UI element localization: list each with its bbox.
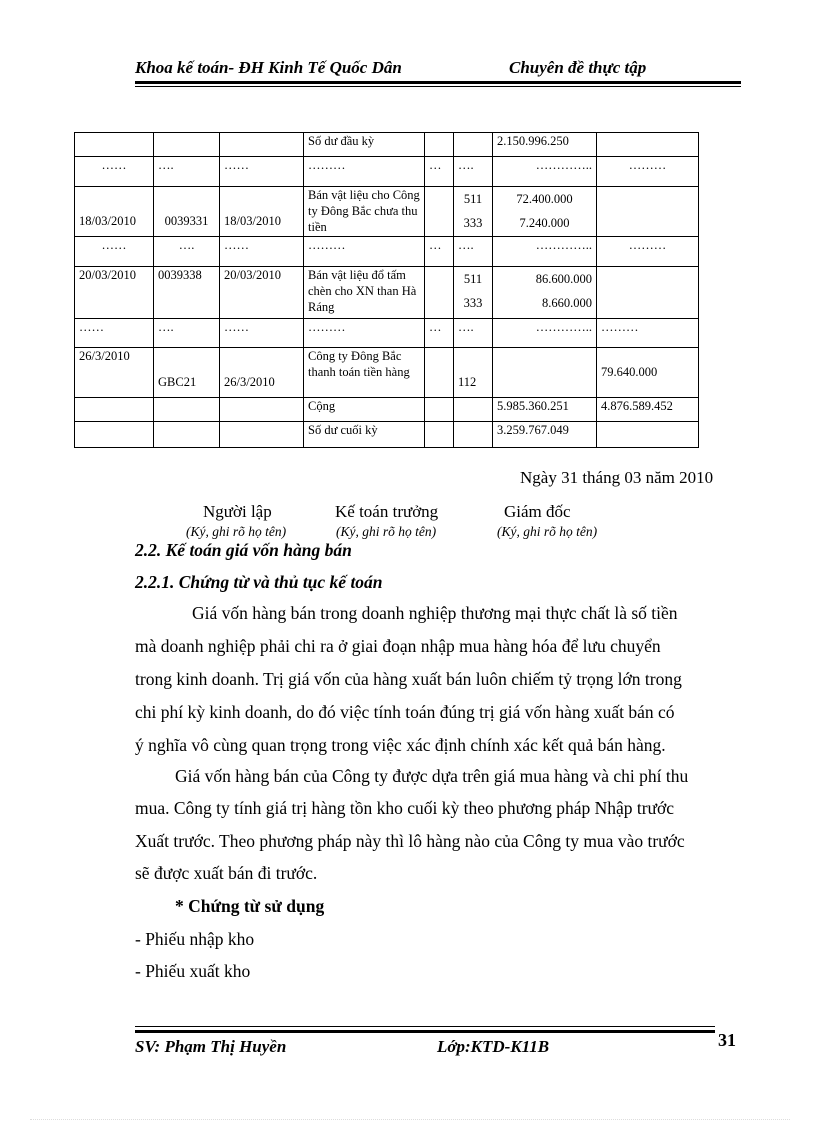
paragraph-line: mua. Công ty tính giá trị hàng tồn kho cuối kỳ theo phương pháp Nhập trước bbox=[135, 798, 675, 818]
table-cell: 511 333 bbox=[454, 267, 493, 319]
table-cell: 26/3/2010 bbox=[220, 348, 304, 398]
table-cell: 18/03/2010 bbox=[220, 187, 304, 237]
table-cell: Số dư đầu kỳ bbox=[304, 133, 425, 157]
section-heading-2-2-1: 2.2.1. Chứng từ và thủ tục kế toán bbox=[135, 572, 383, 592]
documents-heading: * Chứng từ sử dụng bbox=[175, 896, 325, 916]
table-cell: 2.150.996.250 bbox=[493, 133, 597, 157]
table-cell: 26/3/2010 bbox=[75, 348, 154, 398]
table-cell: 0039331 bbox=[154, 187, 220, 237]
paragraph-line: trong kinh doanh. Trị giá vốn của hàng xuất bán luôn chiếm tỷ trọng lớn trong bbox=[135, 669, 682, 689]
table-cell: 79.640.000 bbox=[597, 348, 699, 398]
paragraph-line: Xuất trước. Theo phương pháp này thì lô hàng nào của Công ty mua vào trước bbox=[135, 831, 685, 851]
paragraph-line: sẽ được xuất bán đi trước. bbox=[135, 863, 318, 883]
footer-rule-thick bbox=[135, 1030, 715, 1033]
table-cell: Số dư cuối kỳ bbox=[304, 422, 425, 448]
signature-note-director: (Ký, ghi rõ họ tên) bbox=[497, 524, 598, 539]
table-row bbox=[75, 187, 699, 237]
table-row bbox=[75, 237, 699, 267]
section-heading-2-2: 2.2. Kế toán giá vốn hàng bán bbox=[135, 540, 352, 560]
table-cell: … bbox=[425, 319, 454, 348]
page-number: 31 bbox=[718, 1030, 736, 1050]
table-cell: 20/03/2010 bbox=[75, 267, 154, 319]
document-item: - Phiếu xuất kho bbox=[135, 961, 251, 981]
table-row bbox=[75, 398, 699, 422]
paragraph-line: mà doanh nghiệp phải chi ra ở giai đoạn nhập mua hàng hóa để lưu chuyển bbox=[135, 636, 661, 656]
table-cell: Cộng bbox=[304, 398, 425, 422]
footer-student-name: SV: Phạm Thị Huyền bbox=[135, 1037, 287, 1056]
table-cell: …. bbox=[454, 157, 493, 187]
table-cell: 5.985.360.251 bbox=[493, 398, 597, 422]
table-cell: 112 bbox=[454, 348, 493, 398]
table-cell: ………….. bbox=[493, 237, 597, 267]
signature-note-chief-accountant: (Ký, ghi rõ họ tên) bbox=[336, 524, 437, 539]
table-cell: 72.400.000 7.240.000 bbox=[493, 187, 597, 237]
table-row bbox=[75, 157, 699, 187]
paragraph-line: Giá vốn hàng bán trong doanh nghiệp thương mại thực chất là số tiền bbox=[192, 603, 678, 623]
table-row bbox=[75, 133, 699, 157]
header-rule-thick bbox=[135, 81, 741, 84]
table-cell: ………….. bbox=[493, 319, 597, 348]
table-cell: …… bbox=[220, 237, 304, 267]
ledger-table bbox=[74, 132, 699, 448]
footer-class: Lớp:KTD-K11B bbox=[437, 1037, 550, 1056]
table-cell: …. bbox=[154, 157, 220, 187]
table-cell: …. bbox=[454, 237, 493, 267]
table-cell: ……… bbox=[304, 319, 425, 348]
table-cell: 86.600.000 8.660.000 bbox=[493, 267, 597, 319]
table-cell: ……… bbox=[304, 157, 425, 187]
table-cell: GBC21 bbox=[154, 348, 220, 398]
signature-note-preparer: (Ký, ghi rõ họ tên) bbox=[186, 524, 287, 539]
table-cell: …… bbox=[75, 319, 154, 348]
table-cell: …… bbox=[220, 157, 304, 187]
table-cell: ……… bbox=[597, 319, 699, 348]
table-row bbox=[75, 267, 699, 319]
header-doc-type: Chuyên đề thực tập bbox=[509, 58, 647, 77]
table-cell: …… bbox=[75, 237, 154, 267]
table-cell: ………….. bbox=[493, 157, 597, 187]
table-cell: ……… bbox=[597, 237, 699, 267]
table-cell: ……… bbox=[304, 237, 425, 267]
signature-title-director: Giám đốc bbox=[504, 502, 571, 521]
table-row bbox=[75, 422, 699, 448]
table-cell: 4.876.589.452 bbox=[597, 398, 699, 422]
table-cell: … bbox=[425, 157, 454, 187]
table-cell: 20/03/2010 bbox=[220, 267, 304, 319]
table-cell: 3.259.767.049 bbox=[493, 422, 597, 448]
page-bottom-dotted-rule bbox=[30, 1119, 790, 1120]
header-rule-thin bbox=[135, 86, 741, 87]
table-cell: Bán vật liệu đổ tấm chèn cho XN than Hà Ráng bbox=[304, 267, 425, 319]
table-row bbox=[75, 319, 699, 348]
header-faculty: Khoa kế toán- ĐH Kinh Tế Quốc Dân bbox=[135, 58, 402, 77]
paragraph-line: ý nghĩa vô cùng quan trọng trong việc xác định chính xác kết quả bán hàng. bbox=[135, 735, 666, 755]
table-cell: ……… bbox=[597, 157, 699, 187]
paragraph-line: Giá vốn hàng bán của Công ty được dựa trên giá mua hàng và chi phí thu bbox=[175, 766, 689, 786]
date-line: Ngày 31 tháng 03 năm 2010 bbox=[520, 468, 714, 487]
document-item: - Phiếu nhập kho bbox=[135, 929, 255, 949]
table-cell: …. bbox=[454, 319, 493, 348]
table-cell: Bán vật liệu cho Công ty Đông Bắc chưa thu tiền bbox=[304, 187, 425, 237]
table-cell: …. bbox=[154, 237, 220, 267]
table-cell: Công ty Đông Bắc thanh toán tiền hàng bbox=[304, 348, 425, 398]
footer-rule-thin bbox=[135, 1026, 715, 1027]
table-cell: 511 333 bbox=[454, 187, 493, 237]
table-cell: 18/03/2010 bbox=[75, 187, 154, 237]
table-cell: …… bbox=[75, 157, 154, 187]
table-cell: …. bbox=[154, 319, 220, 348]
table-cell: … bbox=[425, 237, 454, 267]
table-cell: 0039338 bbox=[154, 267, 220, 319]
table-cell: …… bbox=[220, 319, 304, 348]
signature-title-chief-accountant: Kế toán trưởng bbox=[335, 502, 439, 521]
table-row bbox=[75, 348, 699, 398]
signature-title-preparer: Người lập bbox=[203, 502, 272, 521]
paragraph-line: chi phí kỳ kinh doanh, do đó việc tính toán đúng trị giá vốn hàng xuất bán có bbox=[135, 702, 675, 722]
